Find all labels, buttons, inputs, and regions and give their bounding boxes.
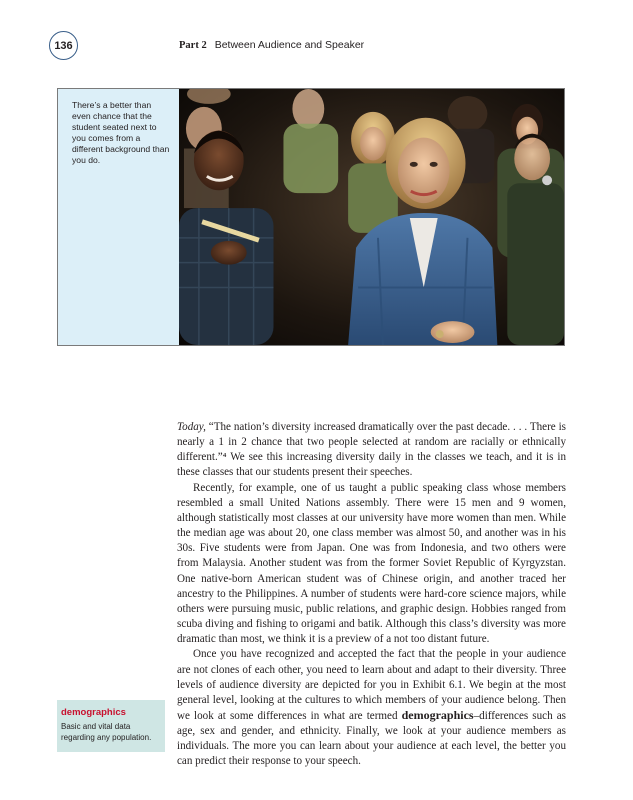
paragraph-2: Recently, for example, one of us taught a public speaking class whose members resembled a small United Nations assembly. There were 15 men and 9 women, although statistically most classes at our university have more women than men. While the median age was about 20, one class member was almost 50, and another was in his 30s. Five students were from Japan. One was from Indonesia, and two others were from Malaysia. Another student was from the former Soviet Republic of Kyrgyzstan. One native-born American student was of Chinese origin, and another traced her ancestry to the Philippines. A number of students were hard-core science majors, while others were pursuing music, public relations, and graphic design. Hobbies ranged from scuba diving and fishing to origami and batik. Although this class’s diversity was more dramatic than most, we think it is a preview of a not too distant future. xyxy=(177,481,566,646)
classroom-photo xyxy=(179,89,564,345)
key-term-demographics: demographics xyxy=(401,707,474,722)
paragraph-3-text-b: –differences such as age, sex and gender, and ethnicity. Finally, we look at your audience members as individuals. The more you can learn about your audience at each level, the better you can predict their response to your speech. xyxy=(177,709,566,768)
paragraph-3-text-a: Once you have recognized and accepted the fact that the people in your audience are not clones of each other, you need to learn about and adapt to their diversity. Three levels of audience diversity are depicted for you in Exhibit 6.1. We begin at the most general level, looking at the cultures to which members of your audience belong. Then we look at some differences in what are termed xyxy=(177,648,566,722)
part-label: Part 2 xyxy=(179,40,207,51)
glossary-term: demographics xyxy=(61,707,126,718)
figure-caption: There’s a better than even chance that the student seated next to you comes from a different background than you do. xyxy=(58,89,179,345)
glossary-definition: Basic and vital data regarding any population. xyxy=(61,722,152,742)
paragraph-1 xyxy=(177,420,566,481)
paragraph-1-text: “The nation’s diversity increased dramatically over the past decade. . . . There is nearly a 1 in 2 chance that two people selected at random are racially or ethnically different.”⁴ We see this increasing diversity daily in the classes we teach, and it is in these classes that our students present their speeches. xyxy=(177,421,566,479)
paragraph-3 xyxy=(177,647,566,769)
glossary-box xyxy=(57,700,165,752)
figure xyxy=(57,88,565,346)
paragraph-1-lead: Today, xyxy=(177,421,206,433)
part-title: Between Audience and Speaker xyxy=(214,39,365,51)
running-head xyxy=(179,39,364,51)
body-text xyxy=(177,420,566,770)
page-number: 136 xyxy=(49,31,78,60)
